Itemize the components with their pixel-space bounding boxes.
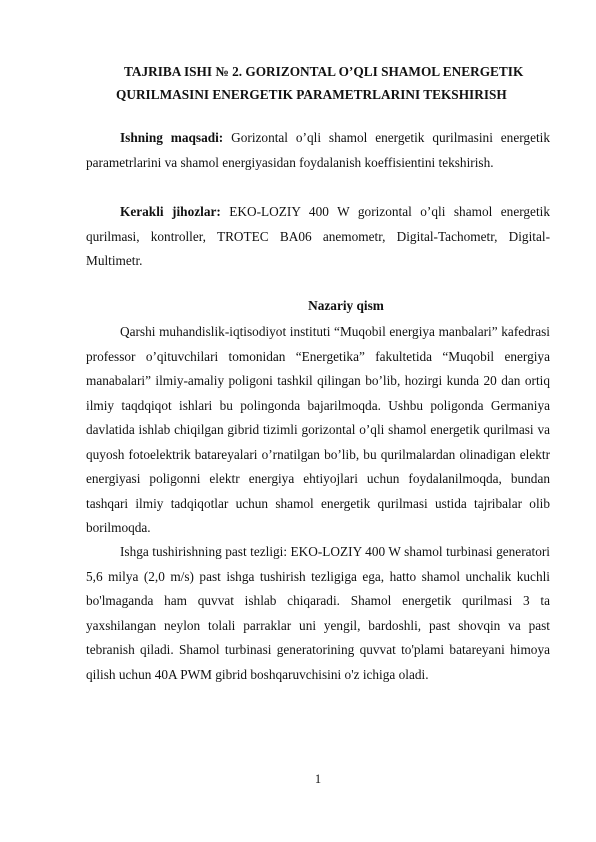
theory-paragraph-1: Qarshi muhandislik-iqtisodiyot instituti “Muqobil energiya manbalari” kafedrasi professor o’qituvchilari tomonidan “Energetika” fakultetida “Muqobil energiya manabalari” ilmiy-amaliy poligoni tashkil qilingan bo’lib, hozirgi kunda 20 dan ortiq ilmiy taqdqiqot ishlari bu polingonda bajarilmoqda. Ushbu poligonda Germaniya davlatida ishlab chiqilgan gibrid tizimli gorizontal o’qli shamol energetik qurilmasi va quyosh fotoelektrik batareyalari o’rnatilgan bo’lib, bu qurilmalardan olinadigan elektr energiyasi poligonni elektr energiya ehtiyojlari uchun foydalanilmoqda, bundan tashqari ilmiy tadqiqotlar uchun shamol energetik qurilmasi ustida tajribalar olib borilmoqda. [86,324,550,535]
section-heading: Nazariy qism [308,298,384,313]
equipment-text: EKO-LOZIY 400 W gorizontal o’qli shamol energetik qurilmasi, kontroller, TROTEC BA06 anemometr, Digital-Tachometr, Digital-Multimetr. [86,204,550,268]
purpose-paragraph [86,126,550,175]
page-number: 1 [314,772,322,786]
equipment-paragraph [86,200,550,274]
purpose-text: Gorizontal o’qli shamol energetik qurilmasini energetik parametrlarini va shamol energiyasidan foydalanish koeffisientini tekshirish. [86,130,551,170]
page-title [110,60,570,106]
equipment-label: Kerakli jihozlar: [120,204,221,219]
purpose-label: Ishning maqsadi: [120,130,224,145]
title-line-1: TAJRIBA ISHI № 2. GORIZONTAL O’QLI SHAMOL ENERGETIK [124,64,524,79]
theory-paragraph-2: Ishga tushirishning past tezligi: EKO-LOZIY 400 W shamol turbinasi generatori 5,6 milya (2,0 m/s) past ishga tushirish tezligiga ega, hatto shamol unchalik kuchli bo'lmaganda ham quvvat ishlab chiqaradi. Shamol energetik qurilmasi 3 ta yaxshilangan neylon tolali parraklar uni yengil, bardoshli, past shovqin va past tebranish qiladi. Shamol turbinasi generatorining quvvat to'plami batareyani himoya qilish uchun 40A PWM gibrid boshqaruvchisini o'z ichiga oladi. [86,544,550,682]
title-line-2: QURILMASINI ENERGETIK PARAMETRLARINI TEKSHIRISH [116,87,507,102]
